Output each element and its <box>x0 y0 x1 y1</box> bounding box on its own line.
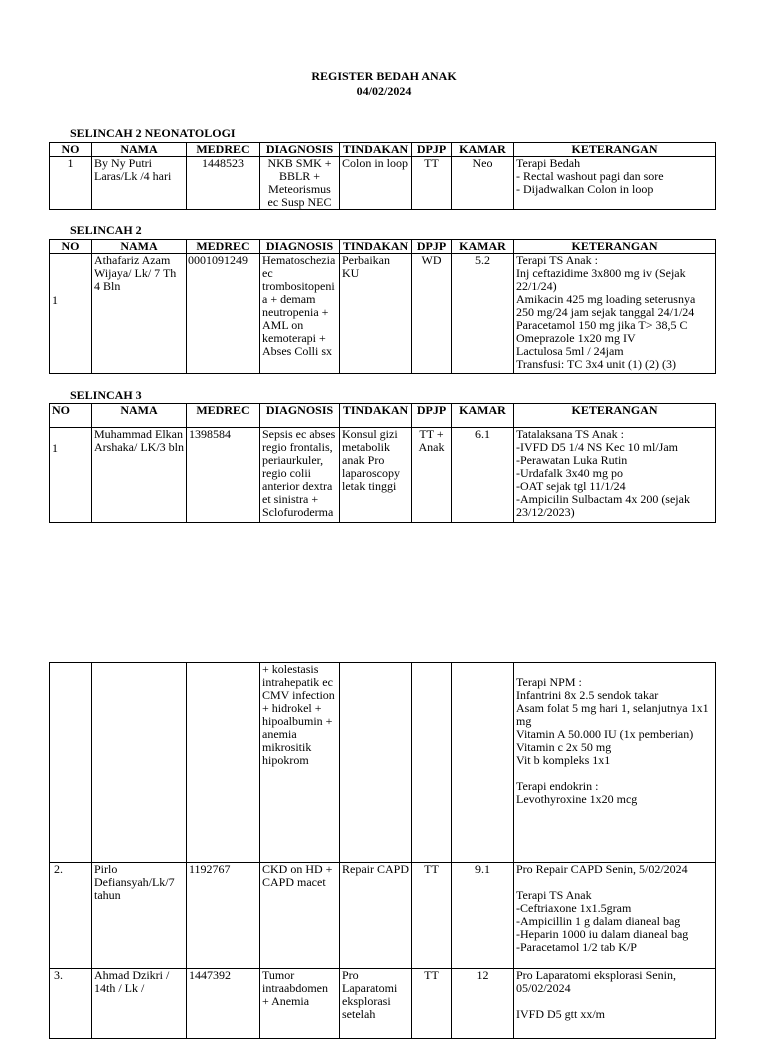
col-diagnosis: DIAGNOSIS <box>260 240 340 254</box>
section-title-selincah-3: SELINCAH 3 <box>70 388 142 402</box>
cell-tindakan: Repair CAPD <box>340 863 412 969</box>
cell-medrec: 1448523 <box>187 157 260 210</box>
cell-dpjp: TT + Anak <box>412 428 452 523</box>
col-dpjp: DPJP <box>412 143 452 157</box>
col-keterangan: KETERANGAN <box>514 404 716 428</box>
cell-keterangan: Pro Laparatomi eksplorasi Senin, 05/02/2024 IVFD D5 gtt xx/m <box>514 969 716 1039</box>
cell-tindakan: Konsul gizi metabolik anak Pro laparoscopy letak tinggi <box>340 428 412 523</box>
cell-diagnosis: Sepsis ec abses regio frontalis, periaurkuler, regio colii anterior dextra et sinistra + Sclofuroderma <box>260 428 340 523</box>
cell-no: 1 <box>50 254 92 374</box>
cell-tindakan: Perbaikan KU <box>340 254 412 374</box>
cell-nama: Athafariz Azam Wijaya/ Lk/ 7 Th 4 Bln <box>92 254 187 374</box>
table-header-row <box>50 404 716 428</box>
table-row <box>50 663 716 863</box>
cell-tindakan: Colon in loop <box>340 157 412 210</box>
register-table-selincah-2 <box>49 239 716 374</box>
col-medrec: MEDREC <box>187 240 260 254</box>
col-no: NO <box>50 404 92 428</box>
cell-keterangan: Tatalaksana TS Anak : -IVFD D5 1/4 NS Kec 10 ml/Jam -Perawatan Luka Rutin -Urdafalk 3x40 mg po -OAT sejak tgl 11/1/24 -Ampicilin Sulbactam 4x 200 (sejak 23/12/2023) <box>514 428 716 523</box>
cell-diagnosis: Tumor intraabdomen + Anemia <box>260 969 340 1039</box>
section-title-neonatologi: SELINCAH 2 NEONATOLOGI <box>70 126 236 140</box>
cell-kamar <box>452 663 514 863</box>
cell-no: 1 <box>50 428 92 523</box>
cell-medrec: 1398584 <box>187 428 260 523</box>
col-nama: NAMA <box>92 404 187 428</box>
col-dpjp: DPJP <box>412 404 452 428</box>
cell-keterangan: Terapi NPM : Infantrini 8x 2.5 sendok takar Asam folat 5 mg hari 1, selanjutnya 1x1 mg Vitamin A 50.000 IU (1x pemberian) Vitamin c 2x 50 mg Vit b kompleks 1x1 Terapi endokrin : Levothyroxine 1x20 mcg <box>514 663 716 863</box>
cell-medrec: 1447392 <box>187 969 260 1039</box>
register-table-continuation <box>49 662 716 1039</box>
table-row <box>50 254 716 374</box>
cell-dpjp: TT <box>412 157 452 210</box>
cell-tindakan <box>340 663 412 863</box>
cell-diagnosis: CKD on HD + CAPD macet <box>260 863 340 969</box>
cell-keterangan: Pro Repair CAPD Senin, 5/02/2024 Terapi TS Anak -Ceftriaxone 1x1.5gram -Ampicillin 1 g dalam dianeal bag -Heparin 1000 iu dalam dianeal bag -Paracetamol 1/2 tab K/P <box>514 863 716 969</box>
register-table-neonatologi <box>49 142 716 210</box>
col-medrec: MEDREC <box>187 404 260 428</box>
cell-no <box>50 663 92 863</box>
col-kamar: KAMAR <box>452 404 514 428</box>
table-header-row <box>50 143 716 157</box>
document-date: 04/02/2024 <box>356 84 412 98</box>
register-table-selincah-3 <box>49 403 716 523</box>
table-row <box>50 969 716 1039</box>
cell-medrec: 0001091249 <box>187 254 260 374</box>
cell-nama: Pirlo Defiansyah/Lk/7 tahun <box>92 863 187 969</box>
cell-kamar: 5.2 <box>452 254 514 374</box>
cell-dpjp: TT <box>412 969 452 1039</box>
col-tindakan: TINDAKAN <box>340 143 412 157</box>
cell-diagnosis: Hematoschezia ec trombositopeni a + demam neutropenia + AML on kemoterapi + Abses Colli sx <box>260 254 340 374</box>
col-kamar: KAMAR <box>452 143 514 157</box>
table-row <box>50 863 716 969</box>
section-title-selincah-2: SELINCAH 2 <box>70 223 142 237</box>
cell-kamar: 12 <box>452 969 514 1039</box>
cell-medrec <box>187 663 260 863</box>
col-nama: NAMA <box>92 240 187 254</box>
cell-kamar: Neo <box>452 157 514 210</box>
cell-kamar: 6.1 <box>452 428 514 523</box>
table-row <box>50 157 716 210</box>
cell-diagnosis: + kolestasis intrahepatik ec CMV infection + hidrokel + hipoalbumin + anemia mikrositik hipokrom <box>260 663 340 863</box>
cell-keterangan: Terapi TS Anak : Inj ceftazidime 3x800 mg iv (Sejak 22/1/24) Amikacin 425 mg loading seterusnya 250 mg/24 jam sejak tanggal 24/1/24 Paracetamol 150 mg jika T> 38,5 C Omeprazole 1x20 mg IV Lactulosa 5ml / 24jam Transfusi: TC 3x4 unit (1) (2) (3) <box>514 254 716 374</box>
cell-tindakan: Pro Laparatomi eksplorasi setelah <box>340 969 412 1039</box>
cell-nama: Muhammad Elkan Arshaka/ LK/3 bln <box>92 428 187 523</box>
cell-no: 3. <box>50 969 92 1039</box>
cell-dpjp <box>412 663 452 863</box>
col-tindakan: TINDAKAN <box>340 404 412 428</box>
cell-diagnosis: NKB SMK + BBLR + Meteorismus ec Susp NEC <box>260 157 340 210</box>
table-header-row <box>50 240 716 254</box>
cell-nama <box>92 663 187 863</box>
col-diagnosis: DIAGNOSIS <box>260 143 340 157</box>
col-diagnosis: DIAGNOSIS <box>260 404 340 428</box>
cell-nama: By Ny Putri Laras/Lk /4 hari <box>92 157 187 210</box>
cell-kamar: 9.1 <box>452 863 514 969</box>
cell-dpjp: WD <box>412 254 452 374</box>
cell-dpjp: TT <box>412 863 452 969</box>
col-kamar: KAMAR <box>452 240 514 254</box>
cell-nama: Ahmad Dzikri / 14th / Lk / <box>92 969 187 1039</box>
col-no: NO <box>50 240 92 254</box>
table-row <box>50 428 716 523</box>
col-dpjp: DPJP <box>412 240 452 254</box>
col-nama: NAMA <box>92 143 187 157</box>
cell-no: 1 <box>50 157 92 210</box>
col-medrec: MEDREC <box>187 143 260 157</box>
col-keterangan: KETERANGAN <box>514 143 716 157</box>
cell-keterangan: Terapi Bedah - Rectal washout pagi dan sore - Dijadwalkan Colon in loop <box>514 157 716 210</box>
col-keterangan: KETERANGAN <box>514 240 716 254</box>
cell-no: 2. <box>50 863 92 969</box>
col-no: NO <box>50 143 92 157</box>
document-title: REGISTER BEDAH ANAK <box>311 69 457 83</box>
cell-medrec: 1192767 <box>187 863 260 969</box>
col-tindakan: TINDAKAN <box>340 240 412 254</box>
